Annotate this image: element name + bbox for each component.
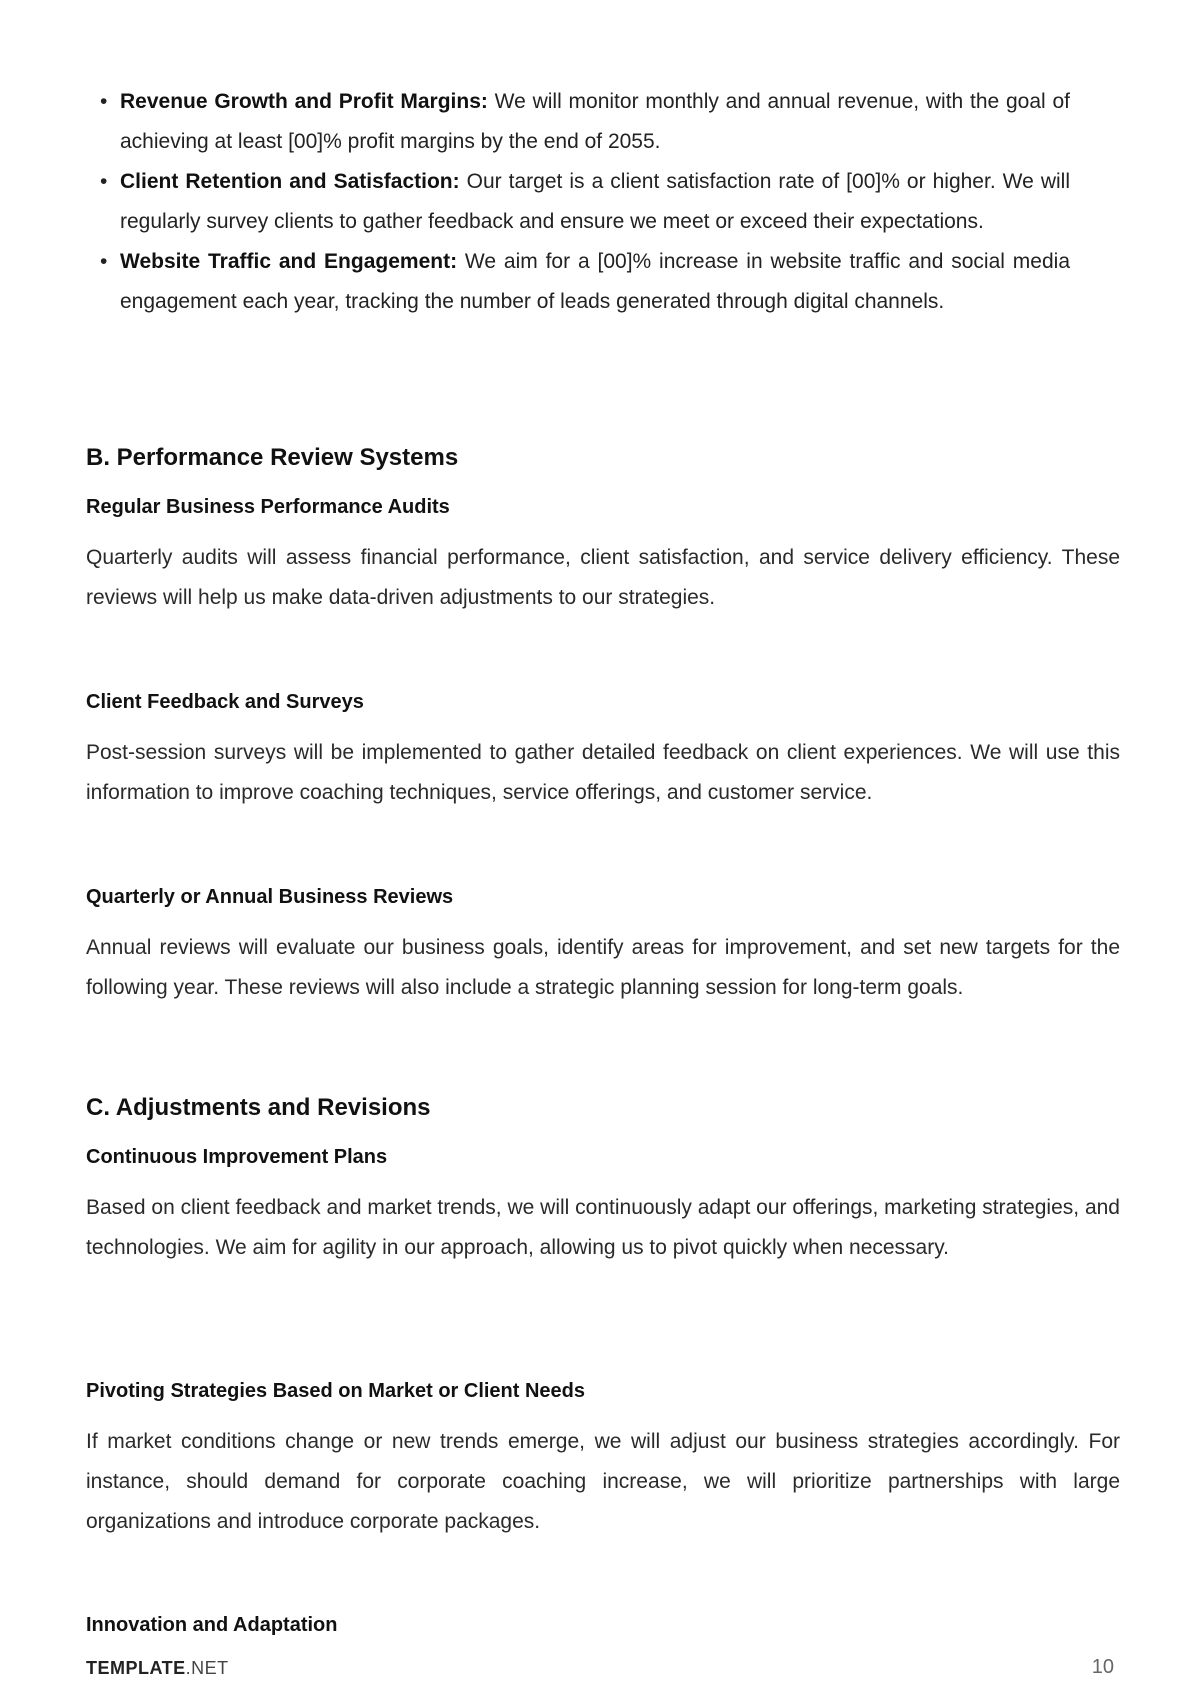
section-c-title: C. Adjustments and Revisions (86, 1094, 431, 1121)
subsection-heading: Continuous Improvement Plans (86, 1146, 388, 1168)
bullet-client-retention (100, 162, 1070, 242)
subsection-body: Based on client feedback and market trends, we will continuously adapt our offerings, marketing strategies, and technologies. We aim for agility in our approach, allowing us to pivot quickly when necessary. (86, 1196, 1120, 1259)
bullet-term: Client Retention and Satisfaction: (120, 170, 460, 193)
bullet-term: Revenue Growth and Profit Margins: (120, 90, 488, 113)
section-b-title: B. Performance Review Systems (86, 444, 459, 471)
bullet-term: Website Traffic and Engagement: (120, 250, 458, 273)
bullet-text: Our target is a client satisfaction rate of [00]% or higher. We will regularly survey clients to gather feedback and ensure we meet or exceed their expectations. (120, 170, 1070, 233)
subsection-heading: Quarterly or Annual Business Reviews (86, 886, 454, 908)
bullet-text: We aim for a [00]% increase in website traffic and social media engagement each year, tracking the number of leads generated through digital channels. (120, 250, 1070, 313)
subsection-heading: Pivoting Strategies Based on Market or Client Needs (86, 1380, 586, 1402)
bullet-revenue-growth (100, 82, 1070, 162)
brand-bold: TEMPLATE (86, 1658, 186, 1678)
subsection-heading: Client Feedback and Surveys (86, 691, 364, 713)
subsection-body: Quarterly audits will assess financial performance, client satisfaction, and service delivery efficiency. These reviews will help us make data-driven adjustments to our strategies. (86, 546, 1120, 609)
brand-light: .NET (185, 1658, 229, 1678)
kpi-bullet-list (100, 82, 1070, 322)
subsection-body: Post-session surveys will be implemented to gather detailed feedback on client experiences. We will use this information to improve coaching techniques, service offerings, and customer service. (86, 741, 1120, 804)
footer-brand-logo (86, 1658, 229, 1679)
bullet-website-traffic (100, 242, 1070, 322)
subsection-heading: Innovation and Adaptation (86, 1614, 338, 1636)
page-number: 10 (1091, 1656, 1114, 1678)
bullet-text: We will monitor monthly and annual revenue, with the goal of achieving at least [00]% profit margins by the end of 2055. (120, 90, 1070, 153)
subsection-body: If market conditions change or new trends emerge, we will adjust our business strategies accordingly. For instance, should demand for corporate coaching increase, we will prioritize partnerships with large organizations and introduce corporate packages. (86, 1430, 1120, 1533)
subsection-heading: Regular Business Performance Audits (86, 496, 450, 518)
subsection-body: Annual reviews will evaluate our business goals, identify areas for improvement, and set new targets for the following year. These reviews will also include a strategic planning session for long-term goals. (86, 936, 1120, 999)
